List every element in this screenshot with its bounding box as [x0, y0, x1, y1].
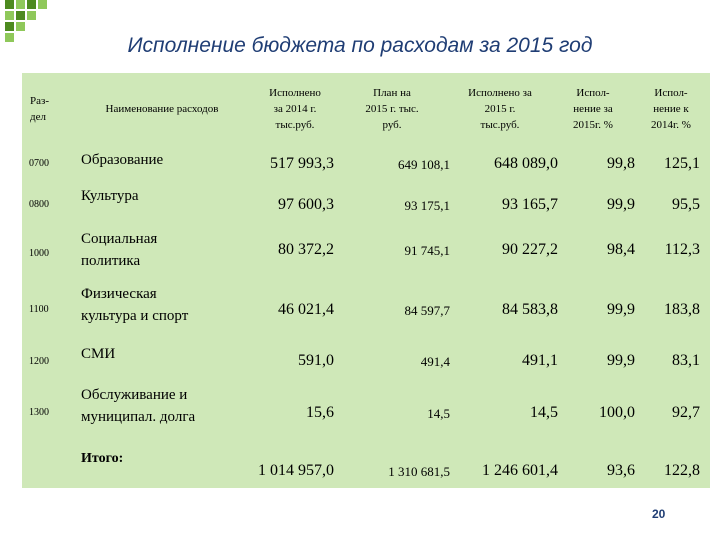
- row-code: 1100: [29, 304, 49, 315]
- row-pct-2014: 92,7: [672, 404, 700, 421]
- row-executed-2014: 591,0: [298, 352, 334, 369]
- header-executed-2014: Исполнено за 2014 г. тыс.руб.: [269, 87, 321, 131]
- header-pct-2015: Испол- нение за 2015г. %: [573, 87, 613, 131]
- row-pct-2014: 125,1: [664, 155, 700, 172]
- row-name: Культура: [81, 188, 139, 204]
- total-executed-2015: 1 246 601,4: [482, 462, 558, 479]
- row-plan-2015: 91 745,1: [404, 243, 450, 258]
- row-code: 1300: [29, 407, 49, 418]
- row-executed-2014: 80 372,2: [278, 241, 334, 258]
- row-executed-2015: 90 227,2: [502, 241, 558, 258]
- row-code: 0700: [29, 158, 49, 169]
- total-executed-2014: 1 014 957,0: [258, 462, 334, 479]
- row-plan-2015: 14,5: [427, 406, 450, 421]
- row-executed-2014: 97 600,3: [278, 196, 334, 213]
- row-name: Физическая культура и спорт: [81, 286, 189, 324]
- row-code: 1000: [29, 248, 49, 259]
- row-executed-2015: 491,1: [522, 352, 558, 369]
- total-pct-2015: 93,6: [607, 462, 635, 479]
- row-name: СМИ: [81, 346, 116, 362]
- row-executed-2015: 648 089,0: [494, 155, 558, 172]
- row-executed-2015: 93 165,7: [502, 196, 558, 213]
- row-pct-2014: 95,5: [672, 196, 700, 213]
- page-number: 20: [652, 507, 666, 521]
- row-pct-2015: 99,9: [607, 301, 635, 318]
- header-plan-2015: План на 2015 г. тыс. руб.: [365, 87, 419, 131]
- row-pct-2015: 98,4: [607, 241, 635, 258]
- row-code: 0800: [29, 199, 49, 210]
- row-plan-2015: 649 108,1: [398, 157, 450, 172]
- header-section: Раз- дел: [30, 95, 50, 123]
- budget-table: [22, 73, 710, 488]
- row-pct-2014: 183,8: [664, 301, 700, 318]
- row-name: Социальная политика: [81, 231, 158, 269]
- total-pct-2014: 122,8: [664, 462, 700, 479]
- row-name: Обслуживание и муниципал. долга: [81, 387, 196, 425]
- row-code: 1200: [29, 356, 49, 367]
- row-executed-2014: 517 993,3: [270, 155, 334, 172]
- total-plan-2015: 1 310 681,5: [388, 464, 450, 479]
- row-plan-2015: 93 175,1: [404, 198, 450, 213]
- row-pct-2015: 99,9: [607, 196, 635, 213]
- row-plan-2015: 84 597,7: [404, 303, 450, 318]
- row-pct-2014: 83,1: [672, 352, 700, 369]
- row-pct-2014: 112,3: [664, 241, 700, 258]
- row-executed-2015: 14,5: [530, 404, 558, 421]
- row-executed-2014: 15,6: [306, 404, 334, 421]
- row-executed-2014: 46 021,4: [278, 301, 334, 318]
- row-plan-2015: 491,4: [420, 354, 450, 369]
- header-pct-2014: Испол- нение к 2014г. %: [651, 87, 691, 131]
- row-name: Образование: [81, 152, 164, 168]
- header-name: Наименование расходов: [105, 103, 219, 115]
- row-pct-2015: 99,9: [607, 352, 635, 369]
- total-label: Итого:: [81, 451, 124, 466]
- page-title: Исполнение бюджета по расходам за 2015 год: [127, 34, 593, 57]
- row-executed-2015: 84 583,8: [502, 301, 558, 318]
- header-executed-2015: Исполнено за 2015 г. тыс.руб.: [468, 87, 532, 131]
- row-pct-2015: 99,8: [607, 155, 635, 172]
- row-pct-2015: 100,0: [599, 404, 635, 421]
